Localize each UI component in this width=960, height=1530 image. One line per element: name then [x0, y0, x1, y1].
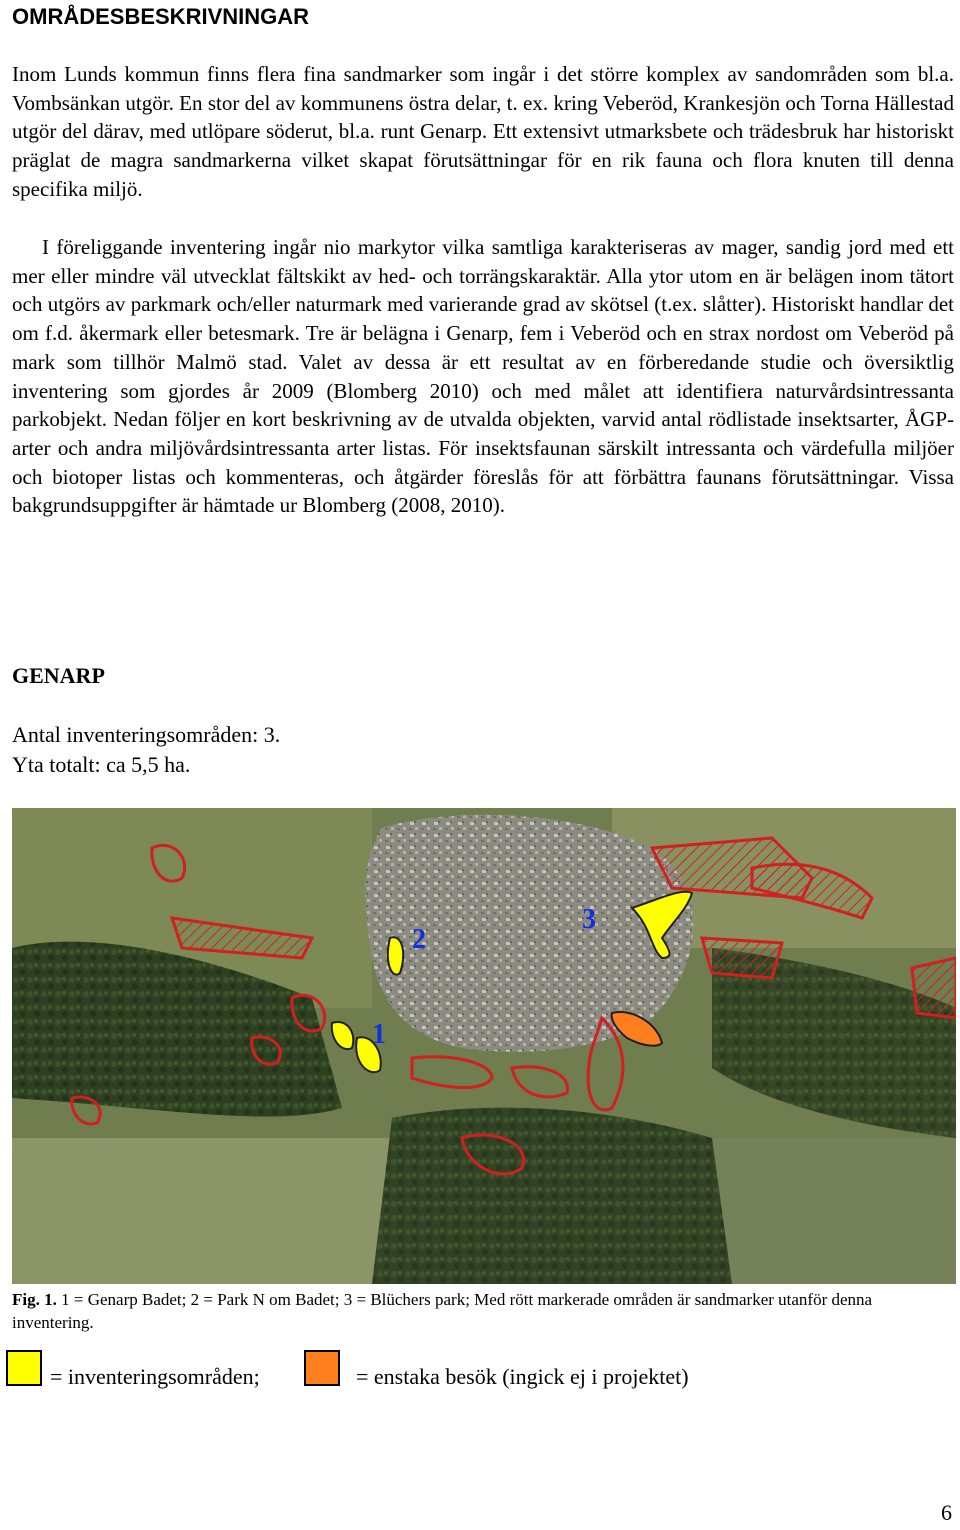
total-area: Yta totalt: ca 5,5 ha.: [12, 752, 191, 777]
legend-single-visit-label: = enstaka besök (ingick ej i projektet): [356, 1364, 689, 1389]
aerial-map: [12, 808, 956, 1284]
caption-text: 1 = Genarp Badet; 2 = Park N om Badet; 3 = Blüchers park; Med rött markerade områden är sandmarker utanför denna inventering.: [12, 1290, 873, 1332]
inventory-paragraph: I föreliggande inventering ingår nio markytor vilka samtliga karakteriseras av mager, sandig jord med ett mer eller mindre väl utvecklat fältskikt av hed- och torrängskaraktär. Alla ytor utom en är belägen inom tätort och utgörs av parkmark och/eller naturmark med varierande grad av skötsel (t.ex. slåtter). Historiskt handlar det om f.d. åkermark eller betesmark. Tre är belägna i Genarp, fem i Veberöd och en strax nordost om Veberöd på mark som tillhör Malmö stad. Valet av dessa är ett resultat av en förberedande studie och översiktlig inventering som gjordes år 2009 (Blomberg 2010) och med målet att identifiera naturvårdsintressanta parkobjekt. Nedan följer en kort beskrivning av de utvalda objekten, varvid antal rödlistade insektsarter, ÅGP-arter och andra miljövårdsintressanta arter listas. För insektsfaunan särskilt intressanta och värdefulla miljöer och biotoper listas och kommenteras, och åtgärder föreslås för att förbättra faunans förutsättningar. Vissa bakgrundsuppgifter är hämtade ur Blomberg (2008, 2010).: [12, 235, 954, 518]
page-number: 6: [941, 1500, 952, 1525]
intro-paragraph: Inom Lunds kommun finns flera fina sandmarker som ingår i det större komplex av sandområden som bl.a. Vombsänkan utgör. En stor del av kommunens östra delar, t. ex. kring Veberöd, Krankesjön och Torna Hällestad utgör del därav, med utlöpare söderut, bl.a. runt Genarp. Ett extensivt utmarksbete och trädesbruk har historiskt präglat de magra sandmarkerna vilket skapat förutsättningar för en rik fauna och flora knuten till denna specifika miljö.: [12, 62, 954, 201]
map-label-1: 1: [372, 1019, 386, 1050]
figure-caption: [12, 1288, 956, 1334]
legend-inventory-swatch: [6, 1350, 42, 1386]
map-label-2: 2: [412, 924, 426, 955]
map-label-3: 3: [582, 904, 596, 935]
legend-single-visit-swatch: [304, 1350, 340, 1386]
caption-prefix: Fig. 1.: [12, 1290, 57, 1309]
area-count: Antal inventeringsområden: 3.: [12, 722, 281, 747]
section-title: GENARP: [12, 663, 105, 688]
page-heading: OMRÅDESBESKRIVNINGAR: [12, 4, 310, 29]
legend-inventory-label: = inventeringsområden;: [50, 1364, 260, 1389]
